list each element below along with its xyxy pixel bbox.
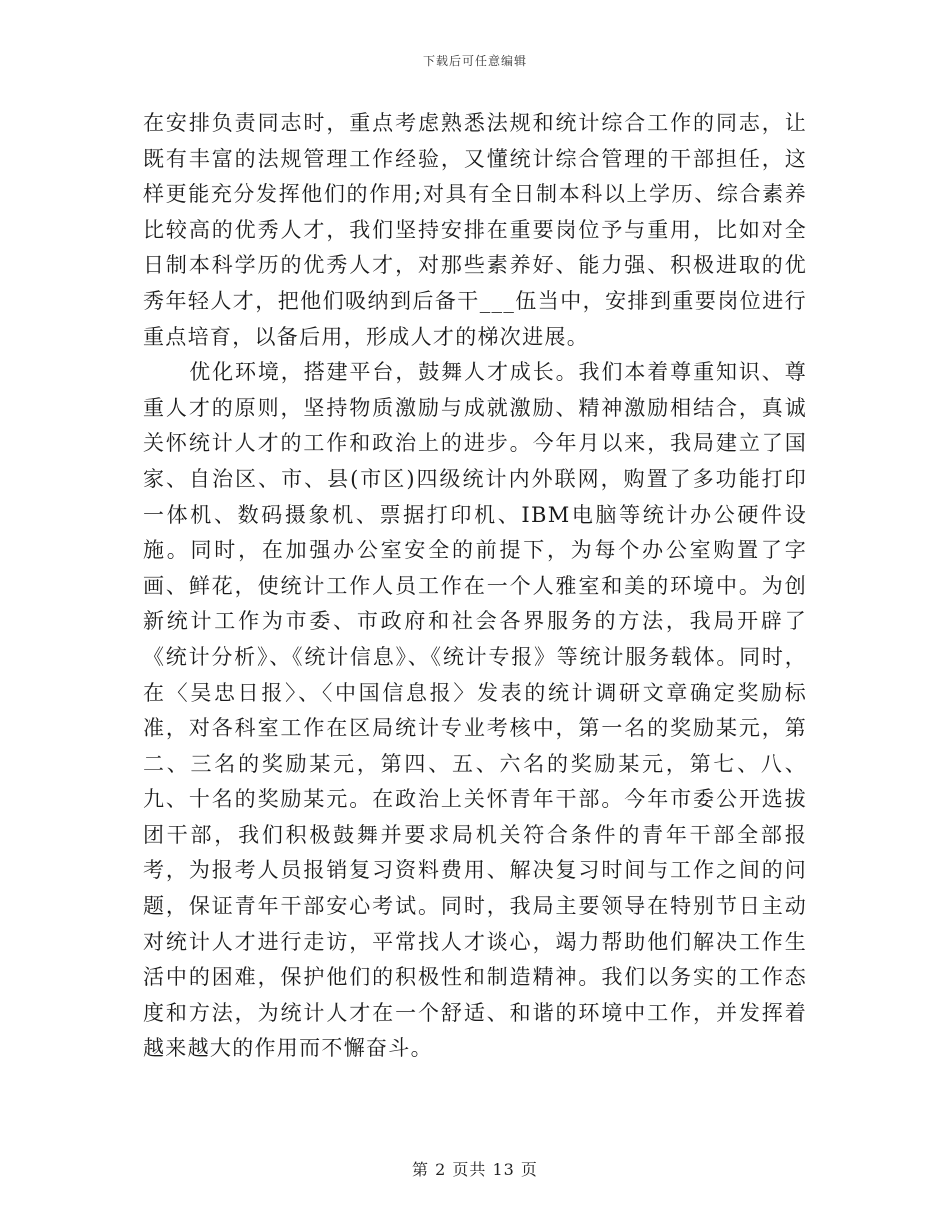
paragraph-1: 在安排负责同志时，重点考虑熟悉法规和统计综合工作的同志，让既有丰富的法规管理工作经验，又懂统计综合管理的干部担任，这样更能充分发挥他们的作用;对具有全日制本科以上学历、综合素养比较高的优秀人才，我们坚持安排在重要岗位予与重用，比如对全日制本科学历的优秀人才，对那些素养好、能力强、积极进取的优秀年轻人才，把他们吸纳到后备干___伍当中，安排到重要岗位进行重点培育，以备后用，形成人才的梯次进展。 [143, 111, 807, 349]
paragraph-2: 优化环境，搭建平台，鼓舞人才成长。我们本着尊重知识、尊重人才的原则，坚持物质激励与成就激励、精神激励相结合，真诚关怀统计人才的工作和政治上的进步。今年月以来，我局建立了国家、自治区、市、县(市区)四级统计内外联网，购置了多功能打印一体机、数码摄象机、票据打印机、IBM电脑等统计办公硬件设施。同时，在加强办公室安全的前提下，为每个办公室购置了字画、鲜花，使统计工作人员工作在一个人雅室和美的环境中。为创新统计工作为市委、市政府和社会各界服务的方法，我局开辟了《统计分析》、《统计信息》、《统计专报》等统计服务载体。同时，在〈吴忠日报〉、〈中国信息报〉发表的统计调研文章确定奖励标准，对各科室工作在区局统计专业考核中，第一名的奖励某元，第二、三名的奖励某元，第四、五、六名的奖励某元，第七、八、九、十名的奖励某元。在政治上关怀青年干部。今年市委公开选拔团干部，我们积极鼓舞并要求局机关符合条件的青年干部全部报考，为报考人员报销复习资料费用、解决复习时间与工作之间的问题，保证青年干部安心考试。同时，我局主要领导在特别节日主动对统计人才进行走访，平常找人才谈心，竭力帮助他们解决工作生活中的困难，保护他们的积极性和制造精神。我们以务实的工作态度和方法，为统计人才在一个舒适、和谐的环境中工作，并发挥着越来越大的作用而不懈奋斗。 [143, 360, 807, 1061]
page-header: 下载后可任意编辑 [422, 54, 527, 68]
page-number: 第 2 页共 13 页 [412, 1160, 538, 1179]
document-body [143, 106, 807, 1067]
